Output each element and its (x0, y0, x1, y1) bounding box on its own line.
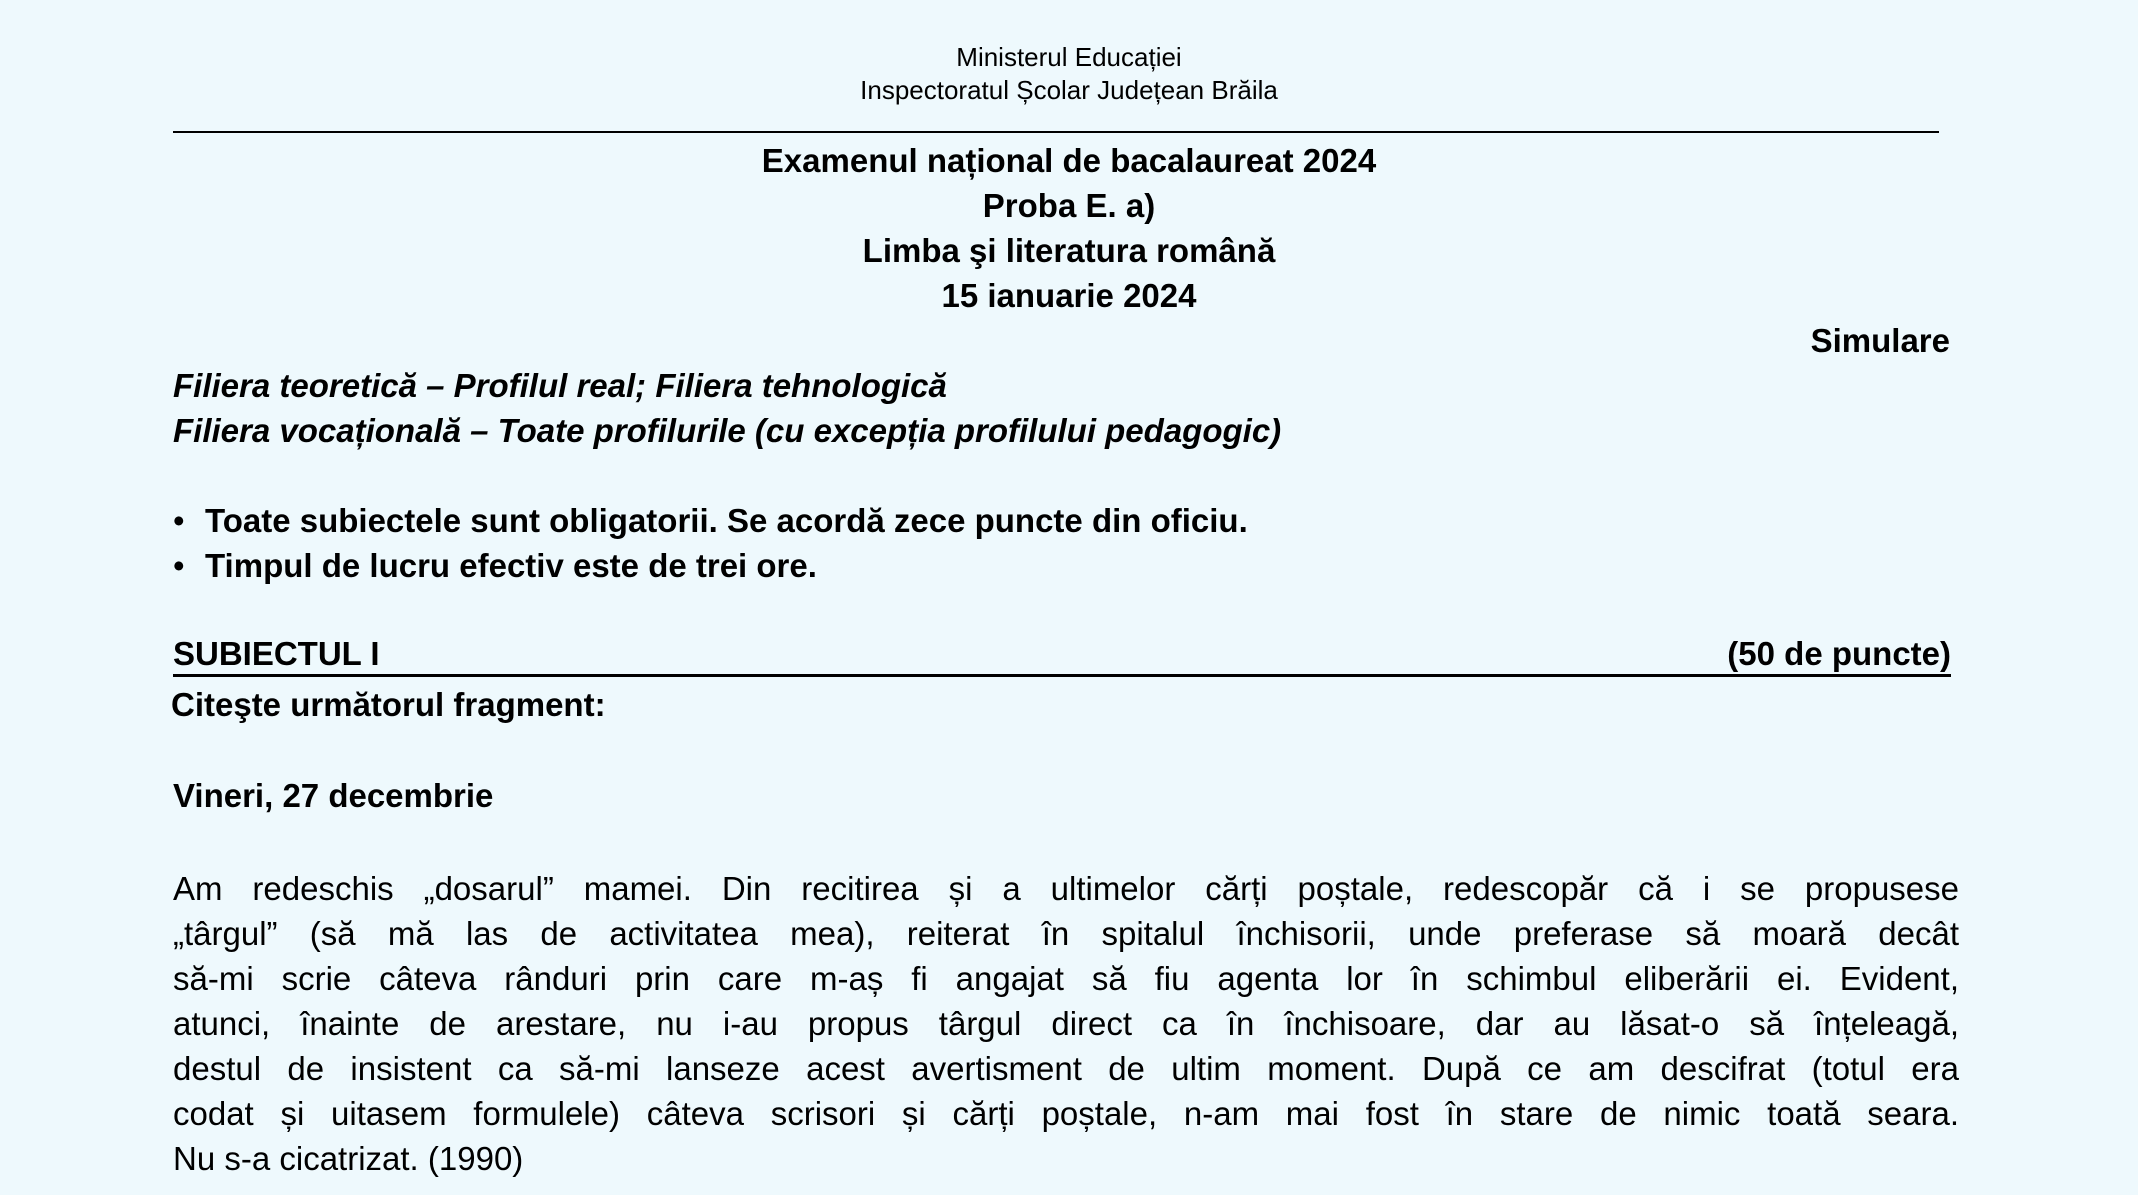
section-instruction: Citeşte următorul fragment: (171, 686, 606, 723)
header-divider (173, 131, 1939, 133)
fragment-line: Nu s-a cicatrizat. (1990) (173, 1140, 524, 1177)
exam-date: 15 ianuarie 2024 (941, 277, 1197, 314)
fragment-heading: Vineri, 27 decembrie (173, 777, 494, 814)
inspectorate-name: Inspectoratul Școlar Județean Brăila (860, 75, 1278, 105)
section-points: (50 de puncte) (1727, 635, 1951, 672)
fragment-text (173, 866, 1959, 1181)
exam-title: Examenul național de bacalaureat 2024 (761, 142, 1377, 179)
section-name: SUBIECTUL I (173, 635, 380, 672)
bullet-icon: • (173, 547, 185, 584)
instruction-item (173, 546, 817, 586)
fragment-line: să-mi scrie câteva rânduri prin care m-aș fi angajat să fiu agenta lor în schimbul eliberării ei. Evident, (173, 960, 1959, 997)
instruction-text: Timpul de lucru efectiv este de trei ore. (205, 547, 817, 584)
profile-line: Filiera vocațională – Toate profilurile (cu excepția profilului pedagogic) (173, 412, 1282, 449)
fragment-line: atunci, înainte de arestare, nu i-au propus târgul direct ca în închisoare, dar au lăsat-o să înțeleagă, (173, 1005, 1959, 1042)
exam-type: Simulare (1810, 322, 1950, 359)
fragment-line: destul de insistent ca să-mi lanseze acest avertisment de ultim moment. După ce am descifrat (totul era (173, 1050, 1959, 1087)
ministry-name: Ministerul Educației (956, 42, 1182, 72)
fragment-line: Am redeschis „dosarul” mamei. Din recitirea și a ultimelor cărți poștale, redescopăr că i se propusese (173, 870, 1959, 907)
exam-test: Proba E. a) (982, 187, 1156, 224)
fragment-line: „târgul” (să mă las de activitatea mea), reiterat în spitalul închisorii, unde preferase să moară decât (173, 915, 1959, 952)
profile-line: Filiera teoretică – Profilul real; Filiera tehnologică (173, 367, 947, 404)
exam-subject: Limba şi literatura română (862, 232, 1276, 269)
instruction-text: Toate subiectele sunt obligatorii. Se acordă zece puncte din oficiu. (205, 502, 1248, 539)
instruction-item (173, 501, 1248, 541)
fragment-line: codat și uitasem formulele) câteva scrisori și cărți poștale, n-am mai fost în stare de nimic toată seara. (173, 1095, 1959, 1132)
section-header (173, 634, 1951, 677)
bullet-icon: • (173, 502, 185, 539)
